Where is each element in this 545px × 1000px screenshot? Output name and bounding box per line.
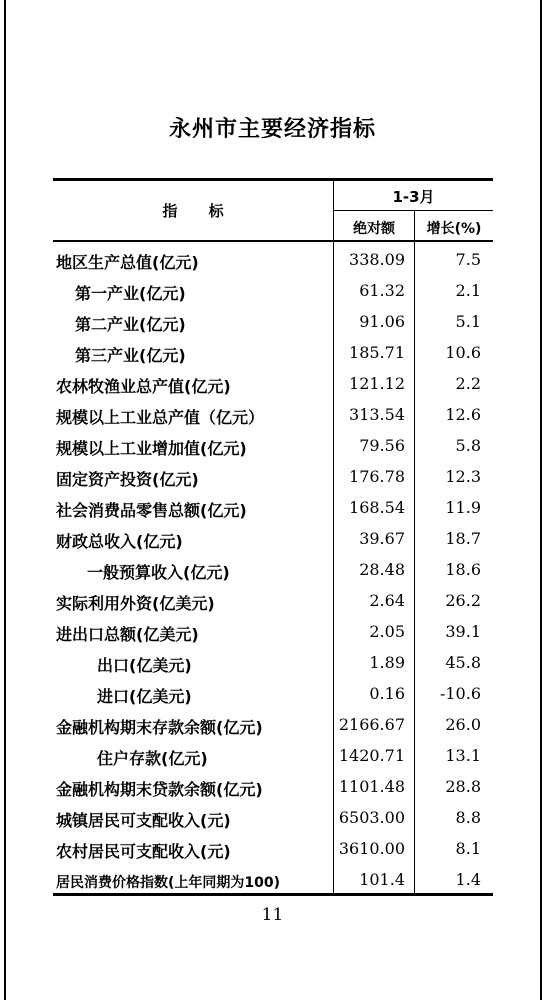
row-label: 固定资产投资(亿元) [56, 470, 199, 489]
table-row [53, 711, 493, 742]
table-row [53, 866, 493, 897]
row-label: 实际利用外资(亿美元) [56, 594, 215, 613]
table-row [53, 680, 493, 711]
page-border-left [4, 0, 6, 1000]
table-row [53, 587, 493, 618]
row-label: 第二产业(亿元) [75, 315, 186, 334]
table-row [53, 618, 493, 649]
table-row [53, 463, 493, 494]
row-label: 财政总收入(亿元) [56, 532, 183, 551]
row-abs-value: 2.05 [369, 622, 405, 641]
table-row [53, 401, 493, 432]
row-growth: 18.6 [445, 560, 481, 579]
row-growth: 10.6 [445, 343, 481, 362]
row-label: 农林牧渔业总产值(亿元) [56, 377, 231, 396]
row-abs-value: 1420.71 [338, 746, 405, 765]
table-top-rule [53, 178, 493, 181]
row-label: 第一产业(亿元) [75, 284, 186, 303]
row-label: 一般预算收入(亿元) [87, 563, 230, 582]
table-row [53, 246, 493, 277]
row-abs-value: 79.56 [359, 436, 405, 455]
row-label: 进出口总额(亿美元) [56, 625, 199, 644]
row-label: 社会消费品零售总额(亿元) [56, 501, 247, 520]
page-border-right [540, 0, 542, 1000]
row-label: 第三产业(亿元) [75, 346, 186, 365]
row-abs-value: 2166.67 [338, 715, 405, 734]
row-label: 居民消费价格指数(上年同期为100) [56, 875, 281, 891]
table-row [53, 432, 493, 463]
row-label: 出口(亿美元) [97, 656, 192, 675]
row-label: 金融机构期末贷款余额(亿元) [56, 780, 263, 799]
row-abs-value: 61.32 [359, 281, 405, 300]
row-label: 城镇居民可支配收入(元) [56, 811, 231, 830]
row-abs-value: 185.71 [349, 343, 405, 362]
table-row [53, 525, 493, 556]
table-row [53, 370, 493, 401]
row-abs-value: 91.06 [359, 312, 405, 331]
row-growth: 12.3 [445, 467, 481, 486]
row-growth: 26.2 [445, 591, 481, 610]
table-body [53, 246, 493, 897]
row-abs-value: 121.12 [349, 374, 405, 393]
row-abs-value: 3610.00 [338, 839, 405, 858]
page-number: 11 [261, 905, 284, 925]
table-row [53, 804, 493, 835]
row-abs-value: 1101.48 [338, 777, 405, 796]
row-growth: 11.9 [445, 498, 481, 517]
row-growth: 26.0 [445, 715, 481, 734]
row-label: 规模以上工业增加值(亿元) [56, 439, 247, 458]
row-growth: 39.1 [445, 622, 481, 641]
row-growth: 2.1 [455, 281, 481, 300]
row-label: 农村居民可支配收入(元) [56, 842, 231, 861]
row-growth: 5.1 [455, 312, 481, 331]
row-label: 金融机构期末存款余额(亿元) [56, 718, 263, 737]
row-abs-value: 39.67 [359, 529, 405, 548]
row-label: 地区生产总值(亿元) [56, 253, 199, 272]
row-label: 住户存款(亿元) [97, 749, 208, 768]
row-growth: -10.6 [439, 684, 481, 703]
row-abs-value: 313.54 [349, 405, 405, 424]
row-growth: 5.8 [455, 436, 481, 455]
row-abs-value: 6503.00 [338, 808, 405, 827]
row-abs-value: 168.54 [349, 498, 405, 517]
table-row [53, 773, 493, 804]
row-growth: 12.6 [445, 405, 481, 424]
row-growth: 8.1 [455, 839, 481, 858]
row-growth: 1.4 [455, 870, 481, 889]
row-label: 进口(亿美元) [97, 687, 192, 706]
table-row [53, 494, 493, 525]
header-period: 1-3月 [392, 188, 435, 206]
row-growth: 18.7 [445, 529, 481, 548]
row-label: 规模以上工业总产值（亿元） [56, 408, 265, 427]
row-growth: 2.2 [455, 374, 481, 393]
row-abs-value: 28.48 [359, 560, 405, 579]
table-row [53, 742, 493, 773]
row-growth: 7.5 [455, 250, 481, 269]
header-abs-value: 绝对额 [353, 221, 395, 237]
row-growth: 28.8 [445, 777, 481, 796]
row-growth: 13.1 [445, 746, 481, 765]
table-row [53, 277, 493, 308]
indicator-table [53, 178, 493, 897]
header-growth: 增长(%) [426, 221, 482, 237]
page-title: 永州市主要经济指标 [168, 117, 376, 142]
table-row [53, 835, 493, 866]
header-indicator: 指 标 [162, 202, 224, 220]
table-row [53, 308, 493, 339]
row-abs-value: 176.78 [349, 467, 405, 486]
table-subheader-rule [333, 210, 493, 211]
table-row [53, 556, 493, 587]
table-header-rule [53, 240, 493, 242]
row-abs-value: 338.09 [349, 250, 405, 269]
row-growth: 45.8 [445, 653, 481, 672]
row-abs-value: 101.4 [359, 870, 405, 889]
row-abs-value: 2.64 [369, 591, 405, 610]
table-row [53, 649, 493, 680]
row-growth: 8.8 [455, 808, 481, 827]
row-abs-value: 1.89 [369, 653, 405, 672]
table-row [53, 339, 493, 370]
row-abs-value: 0.16 [369, 684, 405, 703]
